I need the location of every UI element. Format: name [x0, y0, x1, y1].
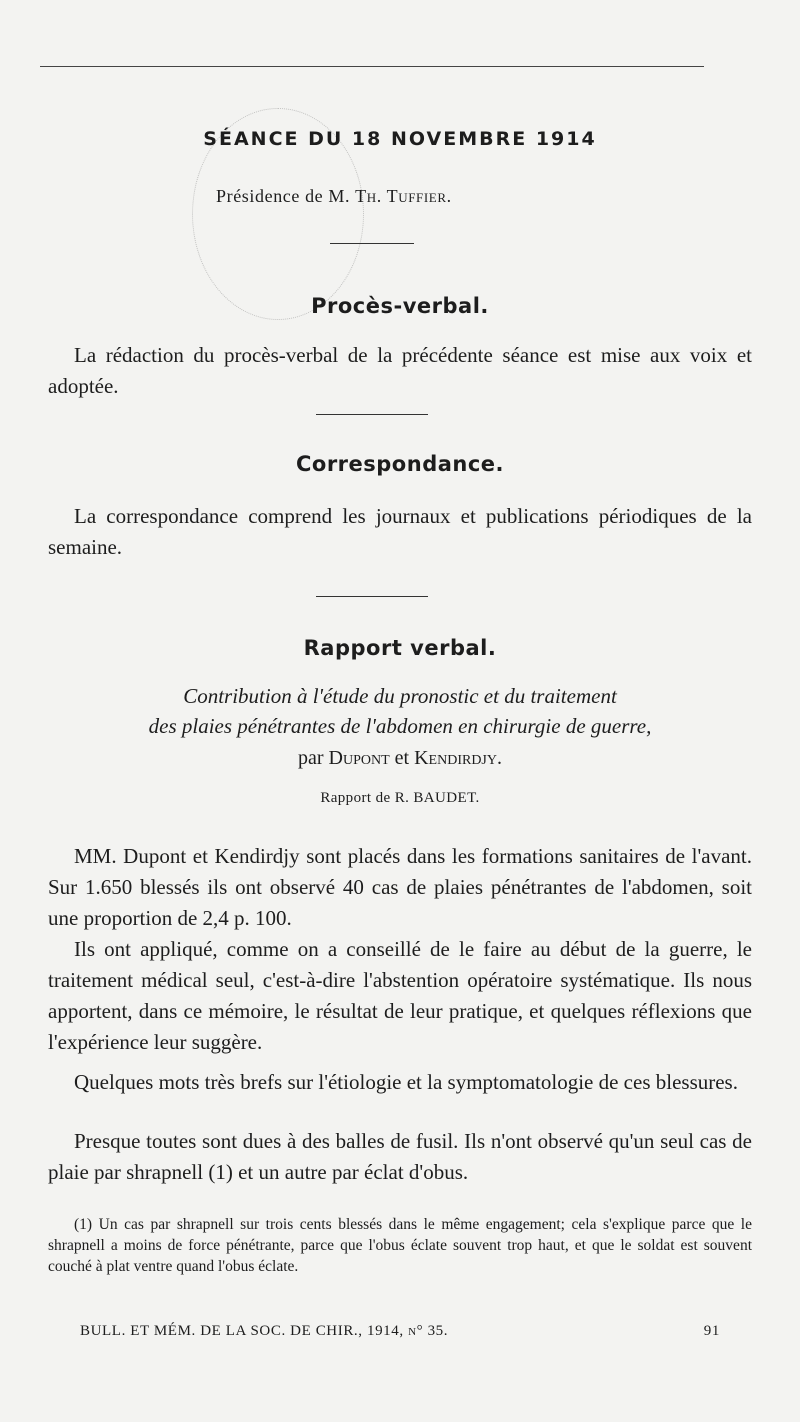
byline-and: et	[394, 747, 410, 769]
correspondance-text: La correspondance comprend les journaux et publications périodiques de la semaine.	[48, 504, 752, 559]
body-paragraph-2: Ils ont appliqué, comme on a conseillé de le faire au début de la guerre, le traitement médical seul, c'est-à-dire l'abstention opératoire systématique. Ils nous apportent, dans ce mémoire, le résultat de leur pratique, et quelques réflexions que l'expérience leur suggère.	[48, 937, 752, 1054]
presidence-prefix: Présidence de M.	[216, 186, 351, 206]
rapporteur-line: Rapport de R. BAUDET.	[320, 790, 480, 806]
session-title: SÉANCE DU 18 NOVEMBRE 1914	[203, 128, 597, 150]
separator-rule	[330, 243, 414, 244]
byline-prefix: par	[298, 747, 324, 769]
author-kendirdjy: Kendirdjy.	[414, 747, 502, 769]
journal-reference: BULL. ET MÉM. DE LA SOC. DE CHIR., 1914, n° 35.	[80, 1323, 449, 1339]
president-name: Th. Tuffier.	[355, 186, 452, 206]
page-number: 91	[703, 1323, 720, 1339]
proces-verbal-heading: Procès-verbal.	[311, 294, 489, 318]
separator-rule	[316, 596, 428, 597]
correspondance-heading: Correspondance.	[295, 452, 505, 476]
page-footer	[80, 1323, 720, 1340]
rapport-verbal-heading: Rapport verbal.	[303, 636, 497, 660]
separator-rule	[316, 414, 428, 415]
top-rule	[40, 66, 704, 67]
presidence-line	[216, 186, 452, 207]
proces-verbal-text: La rédaction du procès-verbal de la précédente séance est mise aux voix et adoptée.	[48, 343, 752, 398]
report-byline	[0, 743, 800, 773]
body-paragraph-3: Quelques mots très brefs sur l'étiologie et la symptomatologie de ces blessures.	[74, 1070, 738, 1094]
body-paragraph-4: Presque toutes sont dues à des balles de fusil. Ils n'ont observé qu'un seul cas de plaie par shrapnell (1) et un autre par éclat d'obus.	[48, 1129, 752, 1184]
author-dupont: Dupont	[328, 747, 390, 769]
body-paragraph-1: MM. Dupont et Kendirdjy sont placés dans les formations sanitaires de l'avant. Sur 1.650 blessés ils ont observé 40 cas de plaies pénétrantes de l'abdomen, soit une proportion de 2,4 p. 100.	[48, 844, 752, 930]
report-subtitle-line-1: Contribution à l'étude du pronostic et du traitement	[183, 684, 617, 708]
footnote: (1) Un cas par shrapnell sur trois cents blessés dans le même engagement; cela s'explique parce que le shrapnell a moins de force pénétrante, parce que l'obus éclate souvent trop haut, et que le soldat est souvent couché à plat ventre quand l'obus éclate.	[48, 1216, 752, 1275]
report-subtitle-line-2: des plaies pénétrantes de l'abdomen en chirurgie de guerre,	[148, 714, 652, 738]
